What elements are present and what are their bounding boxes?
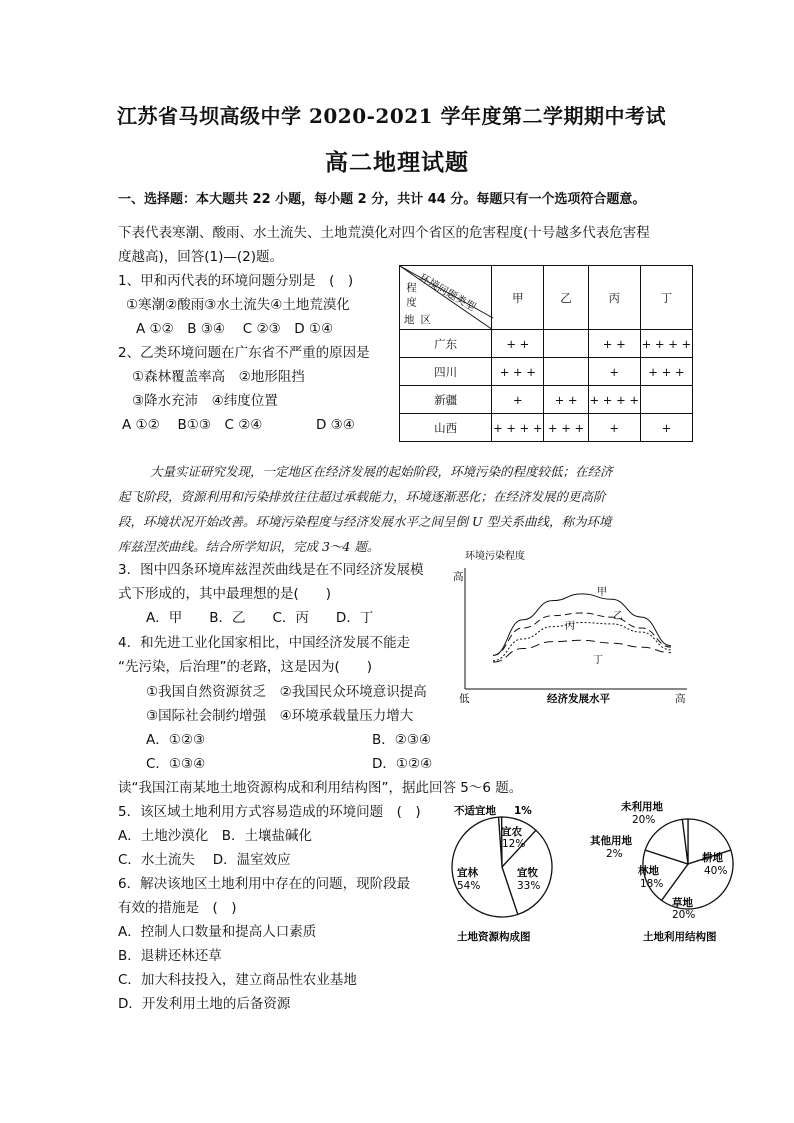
q4-choice-b: B．②③④ [372, 732, 432, 748]
pie2-pct-unused: 20% [632, 814, 656, 826]
table-cell: + + [544, 386, 588, 414]
q4-stem-line1: 4．和先进工业化国家相比，中国经济发展不能走 [118, 635, 411, 651]
col-header: 丙 [588, 266, 640, 330]
pie1-pct-forest: 54% [457, 880, 481, 892]
q2-choice-d: D ③④ [316, 417, 355, 433]
x-high-label: 高 [675, 693, 686, 705]
pie2-label-forest: 林地 [638, 865, 659, 877]
table-row [400, 386, 693, 414]
table-cell: + + + + [640, 330, 692, 358]
intro5-text: 读“我国江南某地土地资源构成和利用结构图”，据此回答 5～6 题。 [118, 780, 523, 796]
q5-choices-line1: A．土地沙漠化 B．土壤盐碱化 [118, 828, 312, 844]
exam-subtitle: 高二地理试题 [325, 149, 469, 176]
table-cell [544, 358, 588, 386]
land-use-pie [588, 798, 748, 948]
pie1-label-farm: 宜农 [501, 826, 522, 838]
pie2-pct-cropland: 40% [704, 865, 728, 877]
table-cell: + [588, 358, 640, 386]
passage-line3: 段，环境状况开始改善。环境污染程度与经济发展水平之间呈倒 U 型关系曲线，称为环境 [118, 514, 612, 529]
q5-choices-line2: C．水土流失 D．温室效应 [118, 852, 291, 868]
table-cell: + + + + [588, 386, 640, 414]
pie1-title: 土地资源构成图 [457, 931, 531, 943]
q2-options-a: ①森林覆盖率高 ②地形阻挡 [132, 369, 305, 385]
q4-choice-d: D．①②④ [372, 756, 433, 772]
table-cell: + [588, 414, 640, 442]
q2-options-b: ③降水充沛 ④纬度位置 [132, 393, 278, 409]
row-region: 新疆 [400, 386, 492, 414]
q5-stem: 5．该区域土地利用方式容易造成的环境问题 ( ) [118, 804, 421, 820]
q1-options: ①寒潮②酸雨③水土流失④土地荒漠化 [126, 297, 350, 313]
corner-label-top: 环境问题类型 [417, 271, 478, 314]
q3-stem-line1: 3．图中四条环境库兹涅茨曲线是在不同经济发展模 [118, 562, 424, 578]
pie1-label-unsuitable: 不适宜地 [454, 805, 496, 817]
q6-choice-c: C．加大科技投入，建立商品性农业基地 [118, 972, 357, 988]
hazard-table [399, 265, 693, 442]
q2-choices-abc: A ①② B①③ C ②④ [122, 417, 263, 433]
table-cell [544, 330, 588, 358]
q6-choice-b: B．退耕还林还草 [118, 948, 222, 964]
pie1-pct-farm: 12% [502, 838, 526, 850]
table-corner-cell [400, 266, 492, 330]
kuznets-curve-chart [455, 545, 695, 705]
y-axis-label: 环境污染程度 [465, 551, 525, 562]
q4-options-b: ③国际社会制约增强 ④环境承载量压力增大 [146, 708, 414, 724]
table-row [400, 358, 693, 386]
pie2-label-cropland: 耕地 [702, 852, 723, 864]
pie2-title: 土地利用结构图 [643, 931, 717, 943]
passage-line4: 库兹涅茨曲线。结合所学知识，完成 3～4 题。 [118, 539, 380, 554]
pie2-label-other: 其他用地 [590, 835, 632, 847]
pie2-pct-grassland: 20% [672, 909, 696, 921]
y-high-label: 高 [453, 571, 464, 583]
q6-choice-a: A．控制人口数量和提高人口素质 [118, 924, 317, 940]
q1-stem: 1、甲和丙代表的环境问题分别是 ( ) [118, 273, 354, 289]
q1-choices: A ①② B ③④ C ②③ D ①④ [136, 321, 334, 337]
section-heading: 一、选择题：本大题共 22 小题，每小题 2 分，共计 44 分。每题只有一个选项符合题意。 [118, 192, 646, 207]
curve-series-1 [493, 594, 671, 656]
table-cell: + + + [640, 358, 692, 386]
row-region: 广东 [400, 330, 492, 358]
passage-line1: 大量实证研究发现，一定地区在经济发展的起始阶段，环境污染的程度较低；在经济 [150, 464, 613, 479]
corner-label-mid: 程度 [405, 282, 417, 311]
curve-series-4 [493, 640, 671, 662]
x-axis-label: 经济发展水平 [547, 693, 610, 705]
table-cell: + + + [492, 358, 544, 386]
q6-choice-d: D．开发利用土地的后备资源 [118, 996, 291, 1012]
row-region: 山西 [400, 414, 492, 442]
pie1-label-pasture: 宜牧 [517, 867, 538, 879]
q4-choice-c: C．①③④ [146, 756, 206, 772]
x-low-label: 低 [459, 693, 470, 705]
q6-stem-line1: 6．解决该地区土地利用中存在的问题，现阶段最 [118, 876, 411, 892]
table-row [400, 330, 693, 358]
table-cell: + + [492, 330, 544, 358]
passage-line2: 起飞阶段，资源利用和污染排放往往超过承载能力，环境逐渐恶化；在经济发展的更高阶 [118, 489, 606, 504]
table-cell: + + + [544, 414, 588, 442]
table-cell: + + [588, 330, 640, 358]
exam-title: 江苏省马坝高级中学 2020-2021 学年度第二学期期中考试 [117, 104, 667, 128]
q3-stem-line2: 式下形成的，其中最理想的是( ) [118, 586, 332, 602]
pie2-pct-forest: 18% [640, 878, 664, 890]
q4-choice-a: A．①②③ [146, 732, 206, 748]
intro1-line2: 度越高)，回答(1)—(2)题。 [118, 249, 284, 265]
corner-label-left: 地区 [404, 314, 437, 326]
table-cell [640, 386, 692, 414]
table-cell: + + + + [492, 414, 544, 442]
col-header: 丁 [640, 266, 692, 330]
curve-label-4: 丁 [593, 655, 603, 666]
q3-choices: A．甲 B．乙 C．丙 D．丁 [146, 610, 374, 626]
intro1-line1: 下表代表寒潮、酸雨、水土流失、土地荒漠化对四个省区的危害程度(十号越多代表危害程 [118, 225, 650, 241]
curve-label-3: 丙 [565, 621, 575, 632]
curve-label-2: 乙 [613, 611, 623, 622]
pie1-pct-unsuitable: 1% [514, 805, 532, 817]
col-header: 甲 [492, 266, 544, 330]
pie2-label-grassland: 草地 [672, 897, 693, 909]
pie2-label-unused: 未利用地 [621, 801, 663, 813]
pie2-pct-other: 2% [606, 848, 623, 860]
col-header: 乙 [544, 266, 588, 330]
table-cell: + [492, 386, 544, 414]
pie1-label-forest: 宜林 [457, 867, 478, 879]
q6-stem-line2: 有效的措施是 ( ) [118, 900, 237, 916]
table-row [400, 414, 693, 442]
table-cell: + [640, 414, 692, 442]
pie1-pct-pasture: 33% [517, 880, 541, 892]
land-resource-pie [440, 798, 590, 948]
q2-stem: 2、乙类环境问题在广东省不严重的原因是 [118, 345, 370, 361]
curve-label-1: 甲 [597, 587, 607, 598]
q4-stem-line2: “先污染，后治理”的老路，这是因为( ) [118, 659, 373, 675]
row-region: 四川 [400, 358, 492, 386]
q4-options-a: ①我国自然资源贫乏 ②我国民众环境意识提高 [146, 684, 427, 700]
